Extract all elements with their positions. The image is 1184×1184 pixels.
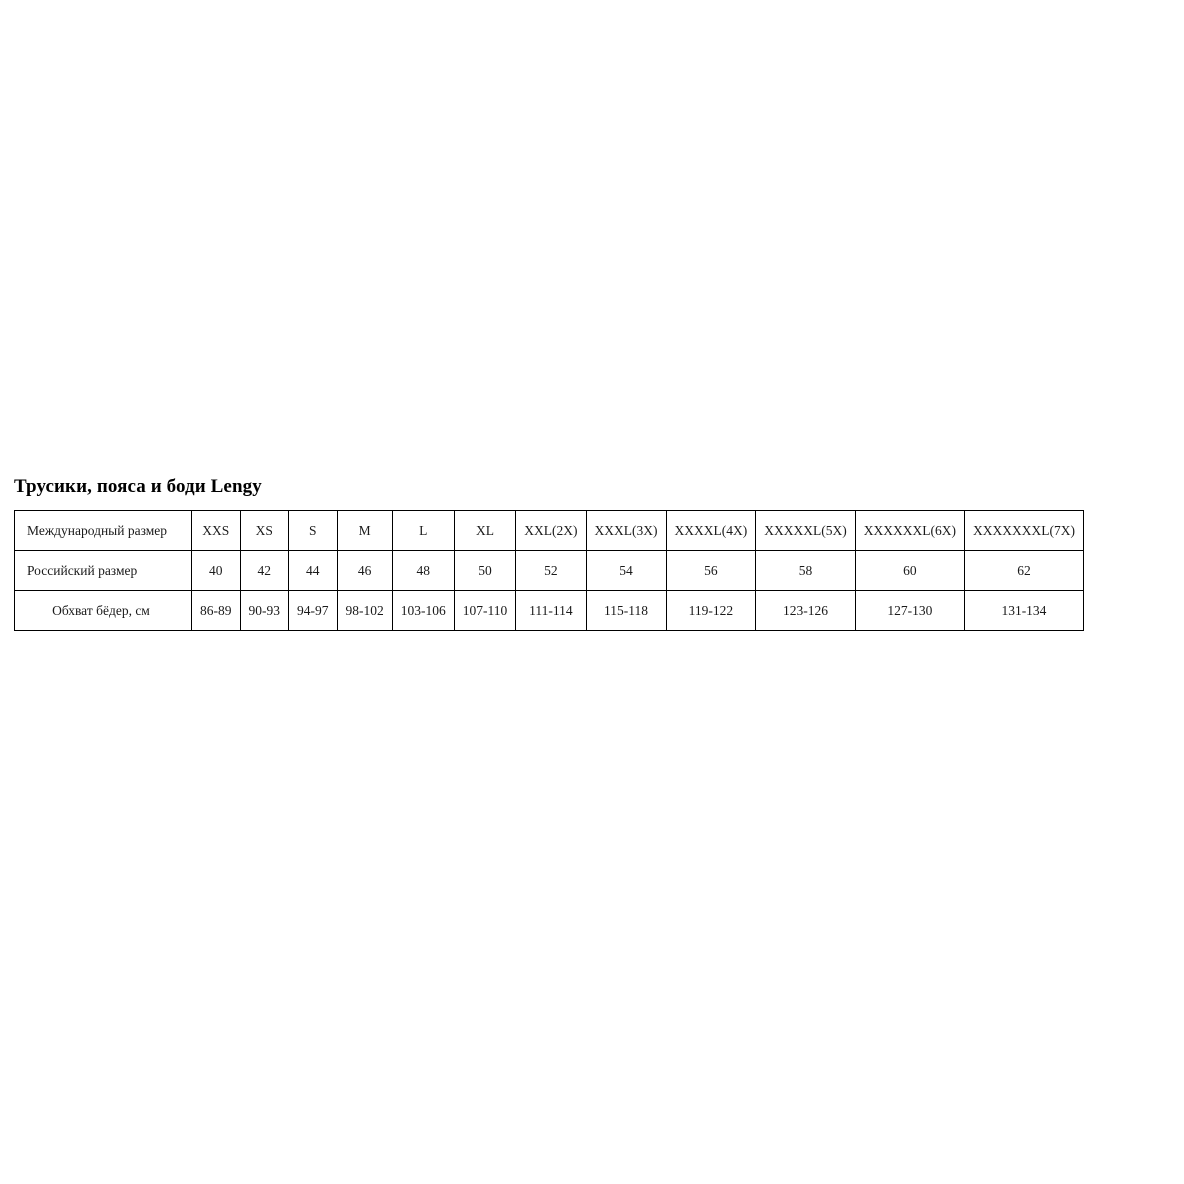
cell-hip-circumference-11: 127-130: [855, 591, 964, 631]
cell-hip-circumference-2: 90-93: [240, 591, 289, 631]
cell-hip-circumference-5: 103-106: [392, 591, 454, 631]
size-table: [14, 510, 1084, 631]
cell-international-size-7: XXL(2X): [516, 511, 586, 551]
row-label-russian-size: Российский размер: [15, 551, 192, 591]
cell-international-size-8: XXXL(3X): [586, 511, 666, 551]
cell-russian-size-4: 46: [337, 551, 392, 591]
row-label-international-size: Международный размер: [15, 511, 192, 551]
cell-hip-circumference-9: 119-122: [666, 591, 756, 631]
cell-hip-circumference-1: 86-89: [192, 591, 241, 631]
cell-russian-size-8: 54: [586, 551, 666, 591]
page-title: Трусики, пояса и боди Lengy: [14, 476, 262, 497]
cell-international-size-5: L: [392, 511, 454, 551]
table-row: [15, 591, 1084, 631]
cell-russian-size-10: 58: [756, 551, 855, 591]
cell-russian-size-7: 52: [516, 551, 586, 591]
cell-international-size-4: M: [337, 511, 392, 551]
cell-hip-circumference-8: 115-118: [586, 591, 666, 631]
cell-russian-size-11: 60: [855, 551, 964, 591]
cell-international-size-12: XXXXXXXL(7X): [964, 511, 1083, 551]
table-row: [15, 511, 1084, 551]
cell-international-size-11: XXXXXXL(6X): [855, 511, 964, 551]
cell-russian-size-6: 50: [454, 551, 516, 591]
cell-russian-size-5: 48: [392, 551, 454, 591]
cell-international-size-1: XXS: [192, 511, 241, 551]
cell-hip-circumference-3: 94-97: [289, 591, 338, 631]
cell-hip-circumference-7: 111-114: [516, 591, 586, 631]
cell-hip-circumference-10: 123-126: [756, 591, 855, 631]
cell-international-size-3: S: [289, 511, 338, 551]
table-row: [15, 551, 1084, 591]
cell-russian-size-2: 42: [240, 551, 289, 591]
cell-russian-size-9: 56: [666, 551, 756, 591]
cell-russian-size-12: 62: [964, 551, 1083, 591]
cell-international-size-10: XXXXXL(5X): [756, 511, 855, 551]
row-label-hip-circumference: Обхват бёдер, см: [15, 591, 192, 631]
cell-russian-size-1: 40: [192, 551, 241, 591]
cell-hip-circumference-4: 98-102: [337, 591, 392, 631]
cell-international-size-6: XL: [454, 511, 516, 551]
cell-hip-circumference-6: 107-110: [454, 591, 516, 631]
cell-international-size-9: XXXXL(4X): [666, 511, 756, 551]
cell-russian-size-3: 44: [289, 551, 338, 591]
size-chart-container: [14, 476, 1154, 631]
cell-international-size-2: XS: [240, 511, 289, 551]
cell-hip-circumference-12: 131-134: [964, 591, 1083, 631]
